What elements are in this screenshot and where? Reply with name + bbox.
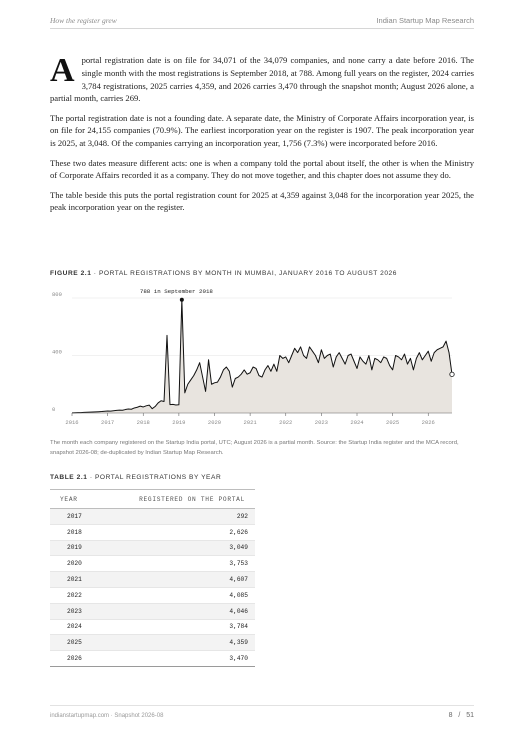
table-row bbox=[50, 572, 255, 588]
table-header-row bbox=[50, 490, 255, 509]
count-cell: 292 bbox=[95, 509, 255, 525]
last-point-marker bbox=[450, 372, 454, 376]
paragraph-4: The table beside this puts the portal registration count for 2025 at 4,359 against 3,048 for the incorporation year 2025, the peak incorporation year on the register. bbox=[50, 189, 474, 213]
x-tick-label: 2026 bbox=[421, 419, 435, 426]
paragraph-1 bbox=[50, 54, 474, 105]
y-tick-label: 400 bbox=[52, 348, 62, 356]
figure-separator: · bbox=[91, 270, 99, 277]
year-cell: 2018 bbox=[50, 524, 95, 540]
year-cell: 2022 bbox=[50, 587, 95, 603]
year-cell: 2020 bbox=[50, 556, 95, 572]
drop-cap: A bbox=[50, 52, 75, 89]
table-separator: · bbox=[87, 474, 95, 481]
table-row bbox=[50, 524, 255, 540]
figure-caption bbox=[50, 270, 397, 277]
header-divider bbox=[50, 28, 474, 29]
count-cell: 3,784 bbox=[95, 619, 255, 635]
x-tick-label: 2022 bbox=[279, 419, 293, 426]
paragraph-1-text: portal registration date is on file for 34,071 of the 34,079 companies, and none carry a date before 2016. The single month with the most registrations is September 2018, at 788. Among full years on the register, 2024 carries 3,784 registrations, 2025 carries 4,359, and 2026 carries 3,470 through the snapshot month; August 2026 alone, a partial month, carries 269. bbox=[50, 55, 474, 104]
year-cell: 2024 bbox=[50, 619, 95, 635]
column-header-registered: REGISTERED ON THE PORTAL bbox=[95, 490, 255, 509]
total-pages: 51 bbox=[466, 712, 474, 719]
count-cell: 2,626 bbox=[95, 524, 255, 540]
table-row bbox=[50, 540, 255, 556]
x-tick-label: 2024 bbox=[350, 419, 364, 426]
table-row bbox=[50, 509, 255, 525]
x-tick-label: 2025 bbox=[386, 419, 400, 426]
figure-number: FIGURE 2.1 bbox=[50, 270, 92, 277]
paragraph-3: These two dates measure different acts: one is when a company told the portal about itself, the other is when the Ministry of Corporate Affairs recorded it as a company. They do not move together, and this chapter does not assume they do. bbox=[50, 157, 474, 181]
paragraph-2: The portal registration date is not a founding date. A separate date, the Ministry of Corporate Affairs incorporation year, is on file for 24,155 companies (70.9%). The earliest incorporation year on the register is 1907. The peak incorporation year is 2025, at 3,048. Of the companies carrying an incorporation year, 1,756 (7.3%) were incorporated before 2016. bbox=[50, 112, 474, 149]
table-row bbox=[50, 635, 255, 651]
peak-marker bbox=[180, 298, 184, 302]
year-cell: 2017 bbox=[50, 509, 95, 525]
x-tick-label: 2018 bbox=[136, 419, 150, 426]
count-cell: 4,607 bbox=[95, 572, 255, 588]
chapter-title: How the register grew bbox=[50, 16, 117, 25]
count-cell: 4,359 bbox=[95, 635, 255, 651]
x-tick-label: 2019 bbox=[172, 419, 186, 426]
year-cell: 2026 bbox=[50, 651, 95, 667]
count-cell: 3,470 bbox=[95, 651, 255, 667]
registrations-area-chart bbox=[50, 282, 474, 432]
table-row bbox=[50, 619, 255, 635]
registrations-table bbox=[50, 489, 255, 667]
count-cell: 3,753 bbox=[95, 556, 255, 572]
table-row bbox=[50, 587, 255, 603]
page-number bbox=[449, 712, 474, 719]
x-tick-label: 2020 bbox=[207, 419, 222, 426]
page-separator: / bbox=[458, 712, 461, 719]
current-page: 8 bbox=[448, 712, 453, 719]
year-cell: 2019 bbox=[50, 540, 95, 556]
table-number: TABLE 2.1 bbox=[50, 474, 88, 481]
table-caption bbox=[50, 474, 221, 481]
count-cell: 4,085 bbox=[95, 587, 255, 603]
table-row bbox=[50, 556, 255, 572]
y-tick-label: 800 bbox=[52, 291, 62, 298]
count-cell: 4,046 bbox=[95, 603, 255, 619]
x-tick-label: 2023 bbox=[314, 419, 328, 426]
year-cell: 2023 bbox=[50, 603, 95, 619]
publication-name: Indian Startup Map Research bbox=[376, 16, 474, 25]
table-row bbox=[50, 651, 255, 667]
table-title: PORTAL REGISTRATIONS BY YEAR bbox=[94, 474, 222, 481]
peak-annotation: 788 in September 2018 bbox=[139, 288, 213, 295]
footer-divider bbox=[50, 705, 474, 706]
y-tick-label: 0 bbox=[52, 406, 56, 413]
table-row bbox=[50, 603, 255, 619]
x-tick-label: 2021 bbox=[243, 419, 257, 426]
footer-source: indianstartupmap.com · Snapshot 2026-08 bbox=[50, 713, 164, 719]
year-cell: 2025 bbox=[50, 635, 95, 651]
body-text bbox=[50, 54, 474, 221]
figure-source-note: The month each company registered on the Startup India portal, UTC; August 2026 is a partial month. Source: the Startup India register and the MCA record, snapshot 2026-08; de-duplicated by Indian Startup Map Research. bbox=[50, 440, 459, 456]
count-cell: 3,049 bbox=[95, 540, 255, 556]
year-cell: 2021 bbox=[50, 572, 95, 588]
x-tick-label: 2017 bbox=[101, 419, 115, 426]
column-header-year: YEAR bbox=[50, 490, 95, 509]
figure-title: PORTAL REGISTRATIONS BY MONTH IN MUMBAI, JANUARY 2016 TO AUGUST 2026 bbox=[98, 270, 397, 277]
x-tick-label: 2016 bbox=[65, 419, 79, 426]
running-head bbox=[50, 16, 474, 28]
